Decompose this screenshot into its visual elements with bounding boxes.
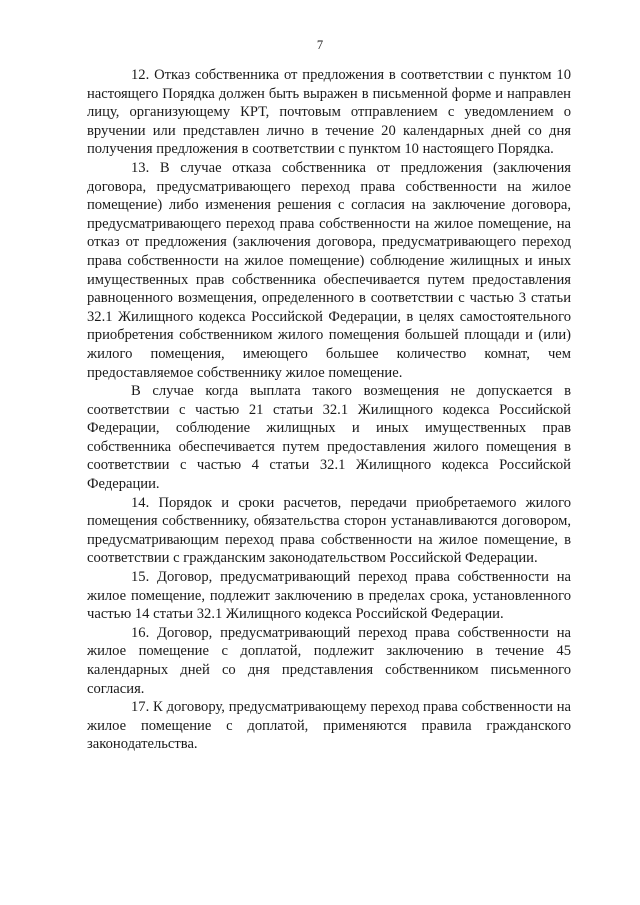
paragraph-16: 16. Договор, предусматривающий переход права собственности на жилое помещение с доплатой, подлежит заключению в течение 45 календарных дней со дня представления собственником письменного согласия. bbox=[87, 624, 571, 697]
paragraph-13-continuation: В случае когда выплата такого возмещения не допускается в соответствии с частью 21 статьи 32.1 Жилищного кодекса Российской Федерации, соблюдение жилищных и иных имущественных прав собственника обеспечивается путем предоставления жилого помещения в соответствии с частью 4 статьи 32.1 Жилищного кодекса Российской Федерации. bbox=[87, 383, 571, 493]
paragraph-14: 14. Порядок и сроки расчетов, передачи приобретаемого жилого помещения собственнику, обязательства сторон устанавливаются договором, предусматривающим переход права собственности на жилое помещение, в соответствии с гражданским законодательством Российской Федерации. bbox=[87, 494, 571, 567]
paragraph-17: 17. К договору, предусматривающему переход права собственности на жилое помещение с доплатой, применяются правила гражданского законодательства. bbox=[87, 699, 571, 753]
paragraph-15: 15. Договор, предусматривающий переход права собственности на жилое помещение, подлежит заключению в пределах срока, установленного частью 14 статьи 32.1 Жилищного кодекса Российской Федерации. bbox=[87, 569, 571, 623]
document-body bbox=[87, 66, 571, 754]
paragraph-13: 13. В случае отказа собственника от предложения (заключения договора, предусматривающего переход права собственности на жилое помещение) либо изменения решения с согласия на заключение договора, предусматривающего переход права собственности на жилое помещение, на отказ от предложения (заключения договора, предусматривающего переход права собственности на жилое помещение) соблюдение жилищных и иных имущественных прав собственника обеспечивается путем предоставления равноценного возмещения, определенного в соответствии с частью 3 статьи 32.1 Жилищного кодекса Российской Федерации, в целях самостоятельного приобретения собственником жилого помещения большей площади и (или) жилого помещения, имеющего большее количество комнат, чем предоставляемое собственнику жилое помещение. bbox=[87, 159, 571, 381]
page-number: 7 bbox=[316, 38, 324, 52]
paragraph-12: 12. Отказ собственника от предложения в соответствии с пунктом 10 настоящего Порядка должен быть выражен в письменной форме и направлен лицу, организующему КРТ, почтовым отправлением с уведомлением о вручении или представлен лично в течение 20 календарных дней со дня получения предложения в соответствии с пунктом 10 настоящего Порядка. bbox=[87, 67, 571, 158]
